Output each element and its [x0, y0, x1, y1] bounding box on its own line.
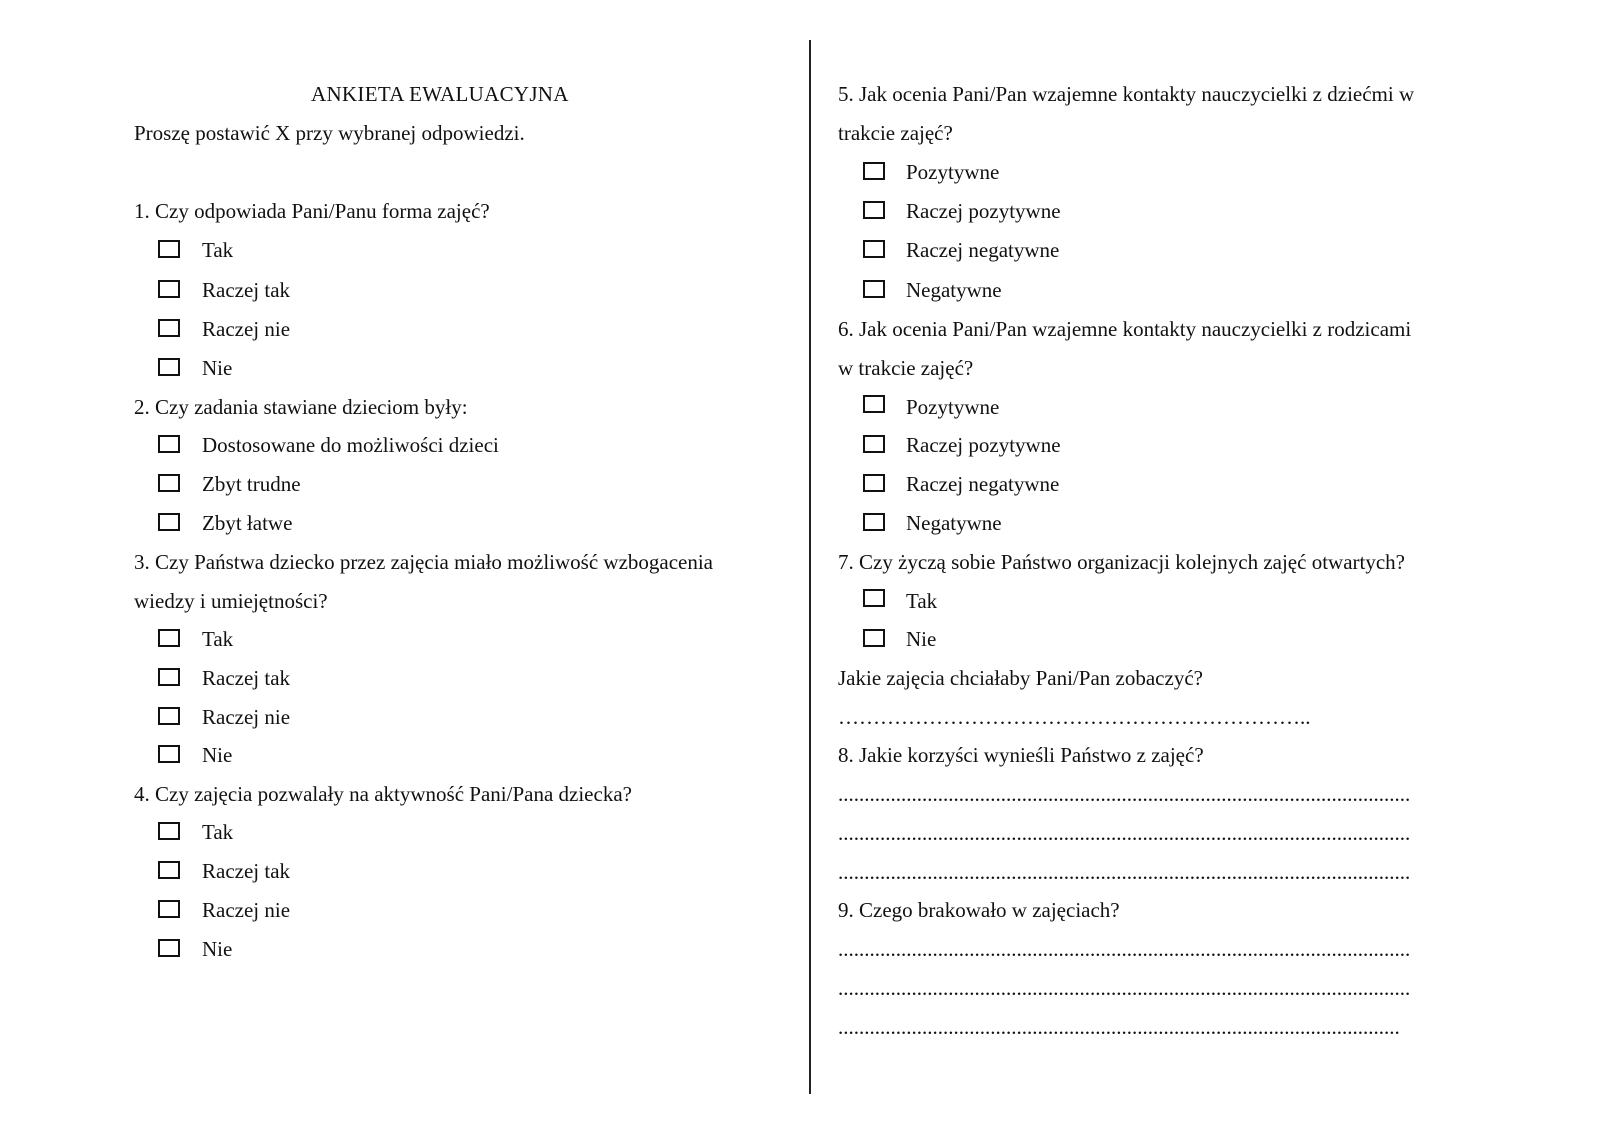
- option-label: Nie: [906, 627, 937, 651]
- question-6: 6. Jak ocenia Pani/Pan wzajemne kontakty nauczycielki z rodzicami: [838, 317, 1412, 341]
- option-label: Raczej nie: [202, 705, 291, 729]
- instruction-text: Proszę postawić X przy wybranej odpowiedzi.: [134, 121, 525, 145]
- question-9: 9. Czego brakowało w zajęciach?: [838, 898, 1120, 922]
- checkbox-q1-raczej-nie[interactable]: [158, 319, 180, 337]
- option-label: Negatywne: [906, 511, 1002, 535]
- answer-line-q9-3[interactable]: ...........................................................................................................: [838, 1015, 1400, 1039]
- question-3: 3. Czy Państwa dziecko przez zajęcia miało możliwość wzbogacenia: [134, 550, 714, 574]
- checkbox-q6-pozytywne[interactable]: [863, 395, 885, 413]
- question-7: 7. Czy życzą sobie Państwo organizacji kolejnych zajęć otwartych?: [838, 550, 1405, 574]
- checkbox-q5-negatywne[interactable]: [863, 280, 885, 298]
- checkbox-q4-raczej-nie[interactable]: [158, 900, 180, 918]
- checkbox-q7-tak[interactable]: [863, 589, 885, 607]
- option-label: Tak: [202, 820, 234, 844]
- checkbox-q4-nie[interactable]: [158, 939, 180, 957]
- option-label: Dostosowane do możliwości dzieci: [202, 433, 499, 457]
- checkbox-q6-raczej-negatywne[interactable]: [863, 474, 885, 492]
- page-title: ANKIETA EWALUACYJNA: [311, 82, 569, 106]
- checkbox-q6-negatywne[interactable]: [863, 513, 885, 531]
- answer-line-q8-2[interactable]: .............................................................................................................: [838, 821, 1411, 845]
- checkbox-q5-pozytywne[interactable]: [863, 162, 885, 180]
- option-label: Pozytywne: [906, 160, 1000, 184]
- answer-line-q8-1[interactable]: .............................................................................................................: [838, 782, 1411, 806]
- checkbox-q1-nie[interactable]: [158, 358, 180, 376]
- checkbox-q3-tak[interactable]: [158, 629, 180, 647]
- answer-line-q7[interactable]: …………………………………………………………..: [838, 705, 1311, 729]
- option-label: Raczej tak: [202, 859, 291, 883]
- column-divider: [809, 40, 811, 1094]
- answer-line-q9-2[interactable]: .............................................................................................................: [838, 976, 1411, 1000]
- question-3-continued: wiedzy i umiejętności?: [134, 589, 328, 613]
- checkbox-q7-nie[interactable]: [863, 629, 885, 647]
- option-label: Zbyt łatwe: [202, 511, 293, 535]
- checkbox-q2-dostosowane[interactable]: [158, 435, 180, 453]
- option-label: Negatywne: [906, 278, 1002, 302]
- question-6-continued: w trakcie zajęć?: [838, 356, 974, 380]
- option-label: Raczej negatywne: [906, 238, 1060, 262]
- option-label: Tak: [202, 238, 234, 262]
- checkbox-q1-tak[interactable]: [158, 240, 180, 258]
- checkbox-q5-raczej-negatywne[interactable]: [863, 240, 885, 258]
- checkbox-q4-raczej-tak[interactable]: [158, 861, 180, 879]
- question-5-continued: trakcie zajęć?: [838, 121, 953, 145]
- answer-line-q8-3[interactable]: .............................................................................................................: [838, 860, 1411, 884]
- checkbox-q4-tak[interactable]: [158, 822, 180, 840]
- option-label: Raczej pozytywne: [906, 433, 1061, 457]
- option-label: Raczej nie: [202, 898, 291, 922]
- option-label: Pozytywne: [906, 395, 1000, 419]
- checkbox-q2-zbyt-latwe[interactable]: [158, 513, 180, 531]
- question-1: 1. Czy odpowiada Pani/Panu forma zajęć?: [134, 199, 490, 223]
- checkbox-q3-nie[interactable]: [158, 745, 180, 763]
- question-7-followup: Jakie zajęcia chciałaby Pani/Pan zobaczyć?: [838, 666, 1203, 690]
- checkbox-q6-raczej-pozytywne[interactable]: [863, 435, 885, 453]
- option-label: Raczej tak: [202, 666, 291, 690]
- checkbox-q5-raczej-pozytywne[interactable]: [863, 201, 885, 219]
- question-5: 5. Jak ocenia Pani/Pan wzajemne kontakty nauczycielki z dziećmi w: [838, 82, 1415, 106]
- option-label: Raczej nie: [202, 317, 291, 341]
- question-8: 8. Jakie korzyści wynieśli Państwo z zajęć?: [838, 743, 1204, 767]
- answer-line-q9-1[interactable]: .............................................................................................................: [838, 937, 1411, 961]
- option-label: Nie: [202, 356, 233, 380]
- option-label: Raczej negatywne: [906, 472, 1060, 496]
- option-label: Raczej pozytywne: [906, 199, 1061, 223]
- option-label: Tak: [906, 589, 938, 613]
- option-label: Raczej tak: [202, 278, 291, 302]
- checkbox-q1-raczej-tak[interactable]: [158, 280, 180, 298]
- option-label: Tak: [202, 627, 234, 651]
- option-label: Nie: [202, 937, 233, 961]
- option-label: Nie: [202, 743, 233, 767]
- checkbox-q3-raczej-tak[interactable]: [158, 668, 180, 686]
- question-2: 2. Czy zadania stawiane dzieciom były:: [134, 395, 468, 419]
- option-label: Zbyt trudne: [202, 472, 301, 496]
- checkbox-q3-raczej-nie[interactable]: [158, 707, 180, 725]
- checkbox-q2-zbyt-trudne[interactable]: [158, 474, 180, 492]
- question-4: 4. Czy zajęcia pozwalały na aktywność Pani/Pana dziecka?: [134, 782, 632, 806]
